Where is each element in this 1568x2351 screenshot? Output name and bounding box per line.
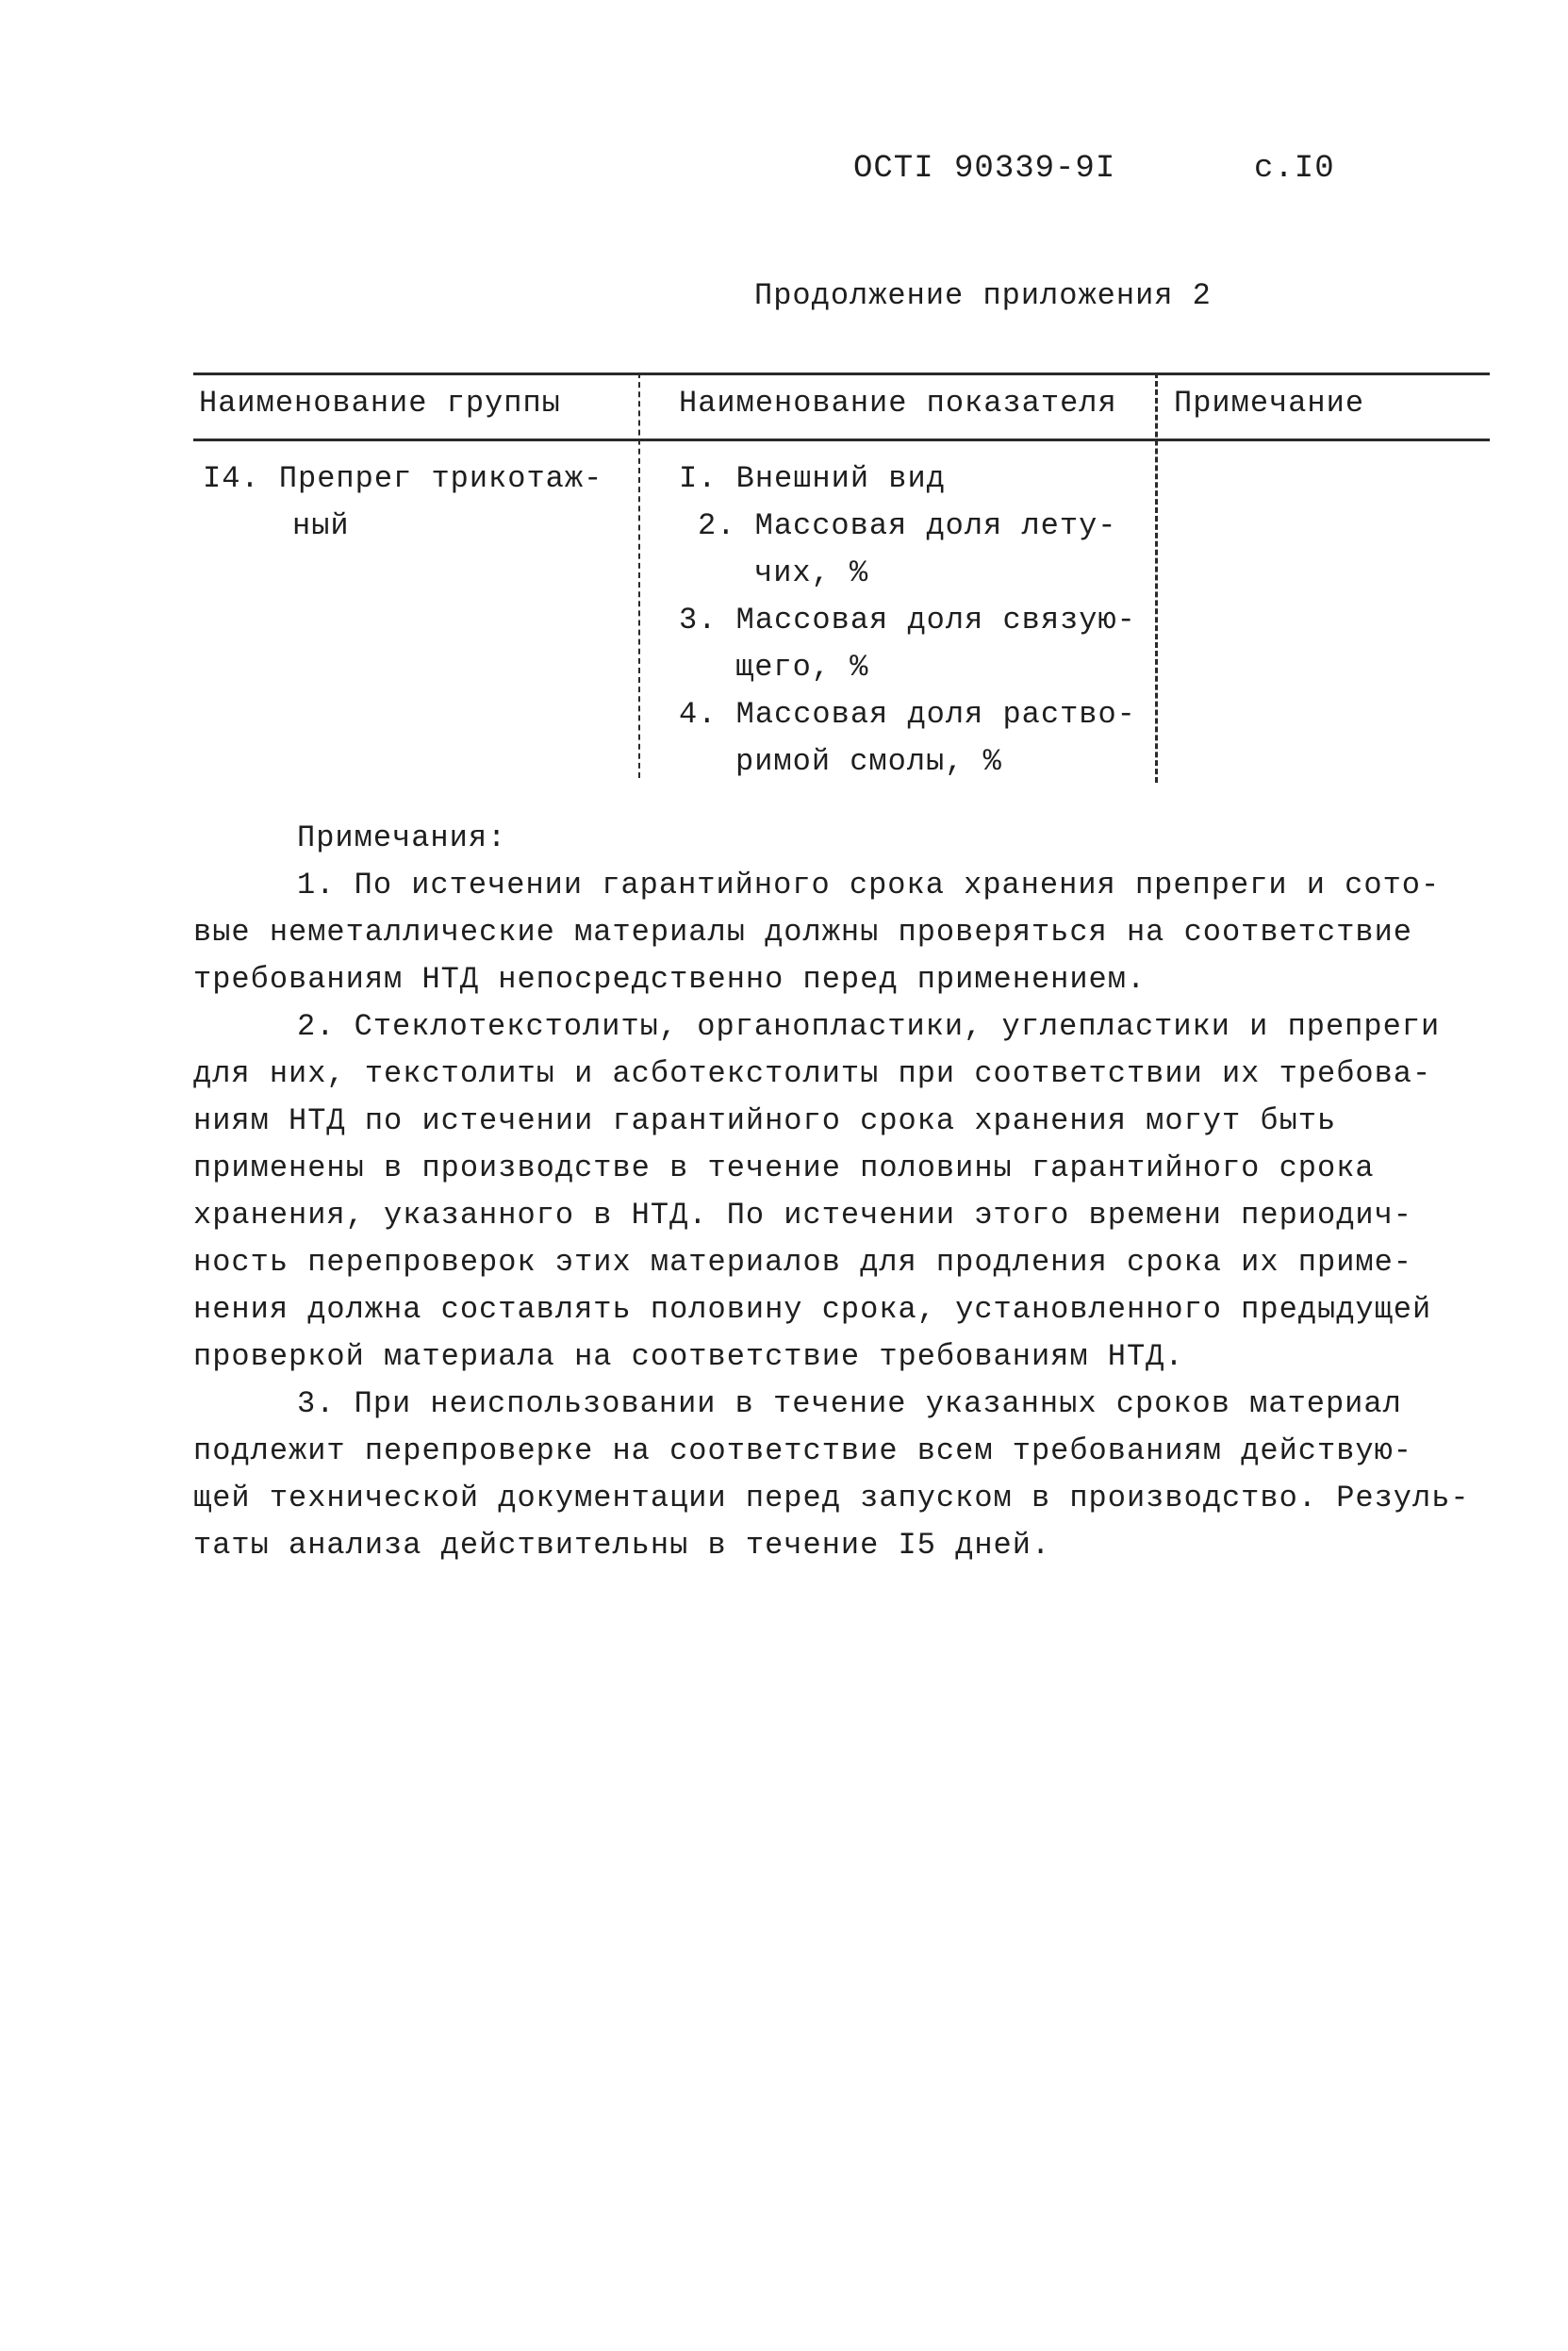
indicator-item: 3. Массовая доля связую- [679, 603, 1136, 637]
indicator-item: 4. Массовая доля раство- [679, 697, 1136, 732]
group-name: I4. Препрег трикотаж- [203, 461, 603, 496]
table-header-rule [193, 439, 1490, 441]
notes-text-line: подлежит перепроверке на соответствие всем требованиям действую- [193, 1433, 1412, 1468]
appendix-continuation-title: Продолжение приложения 2 [754, 278, 1212, 313]
page-number: с.I0 [1254, 151, 1335, 187]
indicators-table [193, 373, 1490, 792]
notes-text-line: ность перепроверок этих материалов для продления срока их приме- [193, 1245, 1412, 1280]
column-divider [1155, 373, 1158, 783]
column-header-note: Примечание [1174, 386, 1365, 421]
group-name-continuation: ный [292, 508, 350, 543]
notes-text-line: ниям НТД по истечении гарантийного срока хранения могут быть [193, 1103, 1337, 1138]
notes-text-line: 3. При неиспользовании в течение указанных сроков материал [297, 1386, 1402, 1421]
column-header-group: Наименование группы [199, 386, 561, 421]
notes-text-line: нения должна составлять половину срока, установленного предыдущей [193, 1292, 1432, 1327]
notes-title: Примечания: [297, 820, 507, 855]
notes-text-line: 2. Стеклотекстолиты, органопластики, углепластики и препреги [297, 1009, 1441, 1044]
indicator-item-continuation: чих, % [754, 555, 869, 590]
notes-text-line: щей технической документации перед запуском в производство. Резуль- [193, 1481, 1470, 1515]
notes-text-line: проверкой материала на соответствие требованиям НТД. [193, 1339, 1184, 1374]
notes-text-line: 1. По истечении гарантийного срока хранения препреги и сото- [297, 868, 1441, 902]
indicator-item-continuation: щего, % [735, 650, 869, 685]
indicator-item: I. Внешний вид [679, 461, 946, 496]
notes-text-line: для них, текстолиты и асботекстолиты при соответствии их требова- [193, 1056, 1432, 1091]
notes-text-line: требованиям НТД непосредственно перед применением. [193, 962, 1147, 997]
notes-text-line: вые неметаллические материалы должны проверяться на соответствие [193, 915, 1412, 950]
indicator-item: 2. Массовая доля лету- [698, 508, 1117, 543]
indicator-item-continuation: римой смолы, % [735, 744, 1002, 779]
table-top-rule [193, 373, 1490, 375]
notes-text-line: таты анализа действительны в течение I5 дней. [193, 1528, 1051, 1563]
notes-text-line: применены в производстве в течение половины гарантийного срока [193, 1151, 1375, 1185]
column-divider [638, 373, 640, 778]
document-code: ОСТI 90339-9I [853, 151, 1116, 187]
notes-text-line: хранения, указанного в НТД. По истечении этого времени периодич- [193, 1198, 1412, 1233]
column-header-indicator: Наименование показателя [679, 386, 1117, 421]
